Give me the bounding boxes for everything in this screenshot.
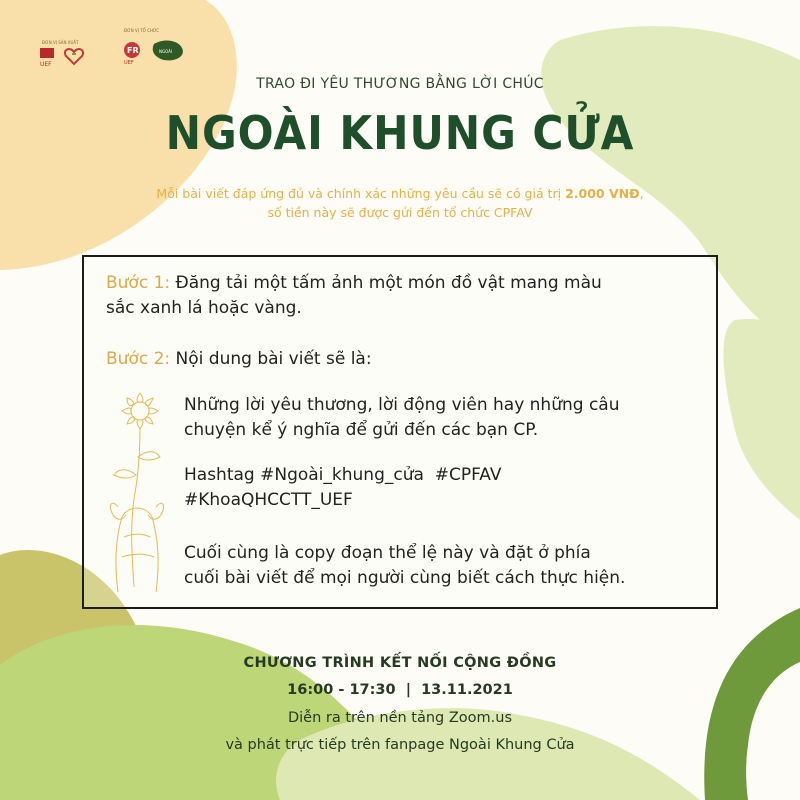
notice-line2: số tiền này sẽ được gửi đến tổ chức CPFAV [267,205,533,220]
svg-text:NGOÀI: NGOÀI [159,49,173,54]
uef-career-center-logo [36,46,106,70]
hashtag-line2: #KhoaQHCCTT_UEF [184,490,353,510]
hashtag-line1: Hashtag #Ngoài_khung_cửa #CPFAV [184,465,502,485]
event-tagline: TRAO ĐI YÊU THƯƠNG BẰNG LỜI CHÚC [256,76,544,92]
fr-uef-logo [120,38,200,66]
rules-box [82,255,718,609]
content-description [184,393,704,443]
content-line1: Những lời yêu thương, lời động viên hay những câu [184,395,620,415]
platform-line: Diễn ra trên nền tảng Zoom.us [287,710,513,726]
step1-text [106,271,706,321]
organizer-caption: ĐƠN VỊ TỔ CHỨC [124,28,160,33]
page-title: NGOÀI KHUNG CỬA [165,106,635,160]
reward-notice [0,184,800,222]
notice-line1-suffix: , [639,186,644,201]
notice-line1-prefix: Mỗi bài viết đáp ứng đủ và chính xác những yêu cầu sẽ có giá trị [156,186,566,201]
final-instruction [184,541,704,591]
svg-text:FR: FR [127,46,139,55]
final-line1: Cuối cùng là copy đoạn thể lệ này và đặt ở phía [184,543,591,563]
step2-text [106,347,706,372]
svg-text:UEF: UEF [40,61,52,68]
sunflower-hands-illustration [94,387,174,597]
producer-caption: ĐƠN VỊ SẢN XUẤT [42,40,79,45]
notice-amount: 2.000 VNĐ [565,186,640,201]
step1-label: Bước 1: [106,273,171,293]
light-green-blob-right [723,319,800,520]
dark-green-arc-bottom-right [704,608,800,800]
program-heading: CHƯƠNG TRÌNH KẾT NỐI CỘNG ĐỒNG [243,655,557,671]
step2-intro: Nội dung bài viết sẽ là: [170,349,372,369]
step1-line1: Đăng tải một tấm ảnh một món đồ vật mang màu [170,273,602,293]
sponsor-logos [28,30,228,70]
content-line2: chuyện kể ý nghĩa để gửi đến các bạn CP. [184,420,539,440]
svg-text:UEF: UEF [124,60,134,66]
final-line2: cuối bài viết để mọi người cùng biết cách thực hiện. [184,568,626,588]
step2-label: Bước 2: [106,349,171,369]
livestream-line: và phát trực tiếp trên fanpage Ngoài Khung Cửa [225,737,575,753]
event-time: 16:00 - 17:30 | 13.11.2021 [287,682,513,698]
step1-line2: sắc xanh lá hoặc vàng. [106,298,302,318]
hashtags [184,463,704,513]
